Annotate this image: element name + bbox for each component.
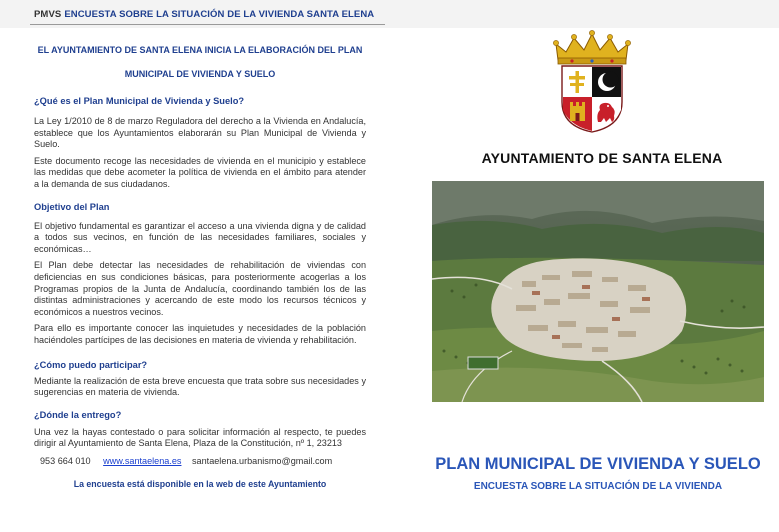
contact-row: [34, 456, 366, 468]
coat-of-arms-icon: [552, 30, 632, 134]
header-title-text: ENCUESTA SOBRE LA SITUACIÓN DE LA VIVIENDA SANTA ELENA: [64, 9, 375, 20]
paragraph-que-es-2: Este documento recoge las necesidades de vivienda en el municipio y establece las medidas que debe acometer la política de vivienda en el ámbito para atender a la demanda de sus ciudadanos.: [34, 155, 366, 189]
document-header: [0, 0, 779, 28]
heading-que-es: ¿Qué es el Plan Municipal de Vivienda y Suelo?: [34, 96, 245, 106]
plan-title: PLAN MUNICIPAL DE VIVIENDA Y SUELO: [435, 455, 761, 473]
contact-email[interactable]: santaelena.urbanismo@gmail.com: [192, 455, 333, 466]
contact-web-link[interactable]: www.santaelena.es: [103, 455, 182, 466]
aerial-town-photo: [432, 181, 764, 402]
header-divider: [30, 24, 385, 25]
ayuntamiento-title: AYUNTAMIENTO DE SANTA ELENA: [481, 150, 723, 166]
plan-subtitle: ENCUESTA SOBRE LA SITUACIÓN DE LA VIVIENDA: [473, 481, 723, 492]
heading-participar: ¿Cómo puedo participar?: [34, 359, 148, 370]
paragraph-objetivo-3: Para ello es importante conocer las inquietudes y necesidades de la población haciéndoles partícipes de las decisiones en materia de vivienda y rehabilitación.: [34, 323, 366, 345]
paragraph-objetivo-2: El Plan debe detectar las necesidades de rehabilitación de viviendas con deficiencias en sus condiciones básicas, para posteriormente acogerlas a los Programas propios de la Junta de Andalucía, coordinando también los de las distintas administraciones y acercando de este modo los recursos técnicos y económicos a nuestros vecinos.: [34, 260, 366, 317]
paragraph-que-es-1: La Ley 1/2010 de 8 de marzo Reguladora del derecho a la Vivienda en Andalucía, establece que los Ayuntamientos elaborarán su Plan Municipal de Vivienda y Suelo.: [34, 116, 366, 150]
contact-phone: 953 664 010: [40, 455, 91, 466]
header-title: [34, 9, 374, 20]
paragraph-entrega: Una vez la hayas contestado o para solicitar información al respecto, te puedes dirigir al Ayuntamiento de Santa Elena, Plaza de la Constitución, nº 1, 23213: [34, 426, 366, 449]
paragraph-objetivo-1: El objetivo fundamental es garantizar el acceso a una vivienda digna y de calidad a todos sus vecinos, en función de las necesidades familiares, sociales y económicas…: [34, 220, 366, 254]
intro-title-line2: MUNICIPAL DE VIVIENDA Y SUELO: [124, 69, 276, 79]
footer-note: La encuesta está disponible en la web de este Ayuntamiento: [73, 479, 327, 490]
paragraph-participar: Mediante la realización de esta breve encuesta que trata sobre sus necesidades y sugerencias en materia de vivienda.: [34, 375, 366, 398]
intro-title-line1: EL AYUNTAMIENTO DE SANTA ELENA INICIA LA ELABORACIÓN DEL PLAN: [37, 45, 363, 55]
heading-entrega: ¿Dónde la entrego?: [34, 409, 122, 420]
left-column: [34, 40, 366, 490]
header-prefix: PMVS: [34, 9, 62, 20]
heading-objetivo: Objetivo del Plan: [34, 201, 110, 212]
